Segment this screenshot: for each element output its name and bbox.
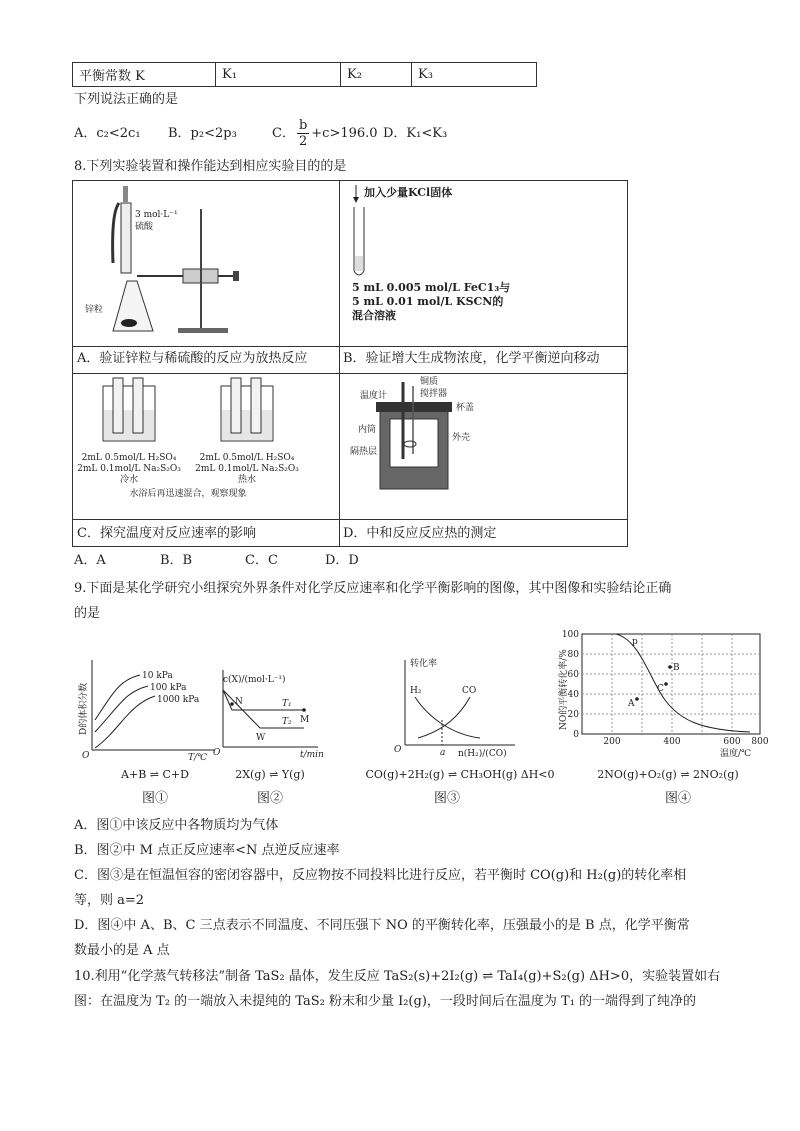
cold-water-label: 冷水 bbox=[119, 475, 139, 485]
y-tick: 80 bbox=[567, 650, 579, 660]
q8-option-b: B．B bbox=[160, 553, 193, 568]
q7-prompt: 下列说法正确的是 bbox=[74, 92, 179, 107]
add-kcl-label: 加入少量KCl固体 bbox=[364, 186, 453, 199]
figure-4 bbox=[557, 630, 769, 806]
h2-curve-label: H₂ bbox=[410, 686, 422, 696]
q9-option-d-cont: 数最小的是 A 点 bbox=[74, 943, 170, 958]
fig2-caption: 图② bbox=[256, 791, 284, 806]
x-tick: 600 bbox=[723, 737, 741, 747]
fig4-equation: 2NO(g)+O₂(g) ⇌ 2NO₂(g) bbox=[597, 768, 739, 781]
figure-1 bbox=[77, 660, 215, 806]
fig3-x-label: n(H₂)/(CO) bbox=[458, 749, 507, 759]
y-tick: 20 bbox=[567, 710, 579, 720]
solution-line-2: 5 mL 0.01 mol/L KSCN的 bbox=[352, 295, 504, 308]
point-p: p bbox=[632, 637, 638, 647]
q8-stem: 8.下列实验装置和操作能达到相应实验目的的是 bbox=[74, 159, 347, 174]
fig1-origin: O bbox=[82, 751, 90, 761]
q8-experiment-grid bbox=[72, 180, 628, 547]
x-tick: 400 bbox=[663, 737, 681, 747]
co-curve-label: CO bbox=[462, 686, 477, 696]
curve-label-10kpa: 10 kPa bbox=[142, 671, 173, 681]
q7-option-a: A．c₂<2c₁ bbox=[74, 126, 141, 141]
curve-label-100kpa: 100 kPa bbox=[150, 683, 187, 693]
reagent-1-hot: 2mL 0.5mol/L H₂SO₄ bbox=[199, 453, 295, 463]
point-m: M bbox=[300, 715, 310, 725]
q9-option-d: D．图④中 A、B、C 三点表示不同温度、不同压强下 NO 的平衡转化率，压强最小的是 B 点，化学平衡常 bbox=[74, 918, 690, 933]
q9-option-c-cont: 等，则 a=2 bbox=[74, 893, 145, 908]
fig4-caption: 图④ bbox=[664, 791, 692, 806]
q9-option-c: C．图③是在恒温恒容的密闭容器中，反应物按不同投料比进行反应，若平衡时 CO(g)和 H₂(g)的转化率相 bbox=[74, 868, 687, 883]
cell-d-label: D．中和反应反应热的测定 bbox=[343, 526, 497, 541]
table-cell: K₃ bbox=[412, 63, 537, 87]
equilibrium-constant-table bbox=[72, 62, 537, 87]
zinc-label: 锌粒 bbox=[85, 305, 104, 315]
fig3-equation: CO(g)+2H₂(g) ⇌ CH₃OH(g) ΔH<0 bbox=[365, 768, 555, 781]
fig2-y-label: c(X)/(mol·L⁻¹) bbox=[223, 675, 286, 685]
q10-line-2: 图：在温度为 T₂ 的一端放入未提纯的 TaS₂ 粉末和少量 I₂(g)，一段时间后在温度为 T₁ 的一端得到了纯净的 bbox=[74, 994, 697, 1009]
lid-label: 杯盖 bbox=[456, 403, 475, 413]
reagent-2-cold: 2mL 0.1mol/L Na₂S₂O₃ bbox=[77, 464, 181, 474]
q8-option-a: A．A bbox=[74, 553, 106, 568]
q10-line-1: 10.利用“化学蒸气转移法”制备 TaS₂ 晶体，发生反应 TaS₂(s)+2I₂(g) ⇌ TaI₄(g)+S₂(g) ΔH>0，实验装置如右 bbox=[74, 969, 721, 984]
point-n: N bbox=[235, 697, 243, 707]
t1-label: T₁ bbox=[282, 699, 292, 709]
figure-3 bbox=[365, 657, 554, 806]
fraction-denominator: 2 bbox=[298, 134, 308, 149]
fig1-x-label: T/℃ bbox=[188, 753, 208, 763]
outer-shell-label: 外壳 bbox=[452, 433, 471, 443]
q9-stem-line-1: 9.下面是某化学研究小组探究外界条件对化学反应速率和化学平衡影响的图像，其中图像和实验结论正确 bbox=[74, 581, 672, 596]
inner-cup-label: 内筒 bbox=[358, 425, 377, 435]
q9-option-b: B．图②中 M 点正反应速率<N 点逆反应速率 bbox=[74, 843, 340, 858]
stirrer-label-1: 铜质 bbox=[420, 377, 439, 387]
table-row bbox=[73, 63, 537, 87]
fig4-y-label: NO的平衡转化率/% bbox=[559, 649, 569, 730]
stirrer-label-2: 搅拌器 bbox=[420, 389, 448, 399]
cell-b-label: B．验证增大生成物浓度，化学平衡逆向移动 bbox=[343, 351, 600, 366]
figure-2 bbox=[213, 670, 324, 806]
y-tick: 60 bbox=[567, 670, 579, 680]
calorimeter-illustration bbox=[340, 374, 629, 519]
curve-label-1000kpa: 1000 kPa bbox=[157, 695, 200, 705]
fig1-y-label: D的体积分数 bbox=[79, 682, 89, 735]
solution-line-1: 5 mL 0.005 mol/L FeC1₃与 bbox=[352, 281, 511, 294]
y-tick: 0 bbox=[573, 730, 579, 740]
q8-option-c: C．C bbox=[245, 553, 278, 568]
cell-c-label: C．探究温度对反应速率的影响 bbox=[77, 526, 256, 541]
y-tick: 40 bbox=[567, 690, 579, 700]
fig3-y-label: 转化率 bbox=[410, 659, 438, 669]
reagent-2-hot: 2mL 0.1mol/L Na₂S₂O₃ bbox=[195, 464, 299, 474]
x-tick: 200 bbox=[603, 737, 621, 747]
insulation-label: 隔热层 bbox=[350, 447, 378, 457]
x-tick: 800 bbox=[751, 737, 769, 747]
fraction bbox=[297, 118, 309, 149]
procedure-note: 水浴后再迅速混合，观察现象 bbox=[129, 489, 247, 499]
table-cell: K₂ bbox=[341, 63, 412, 87]
cell-a-label: A．验证锌粒与稀硫酸的反应为放热反应 bbox=[77, 351, 308, 366]
acid-name-label: 硫酸 bbox=[135, 222, 154, 232]
fig3-caption: 图③ bbox=[433, 791, 461, 806]
fig4-x-label: 温度/℃ bbox=[720, 749, 752, 759]
fraction-numerator: b bbox=[298, 118, 308, 133]
q7-option-d: D．K₁<K₃ bbox=[383, 126, 448, 141]
solution-line-3: 混合溶液 bbox=[352, 309, 396, 322]
fig1-equation: A+B ⇌ C+D bbox=[121, 768, 189, 781]
q9-option-a: A．图①中该反应中各物质均为气体 bbox=[74, 818, 279, 833]
q7-option-c bbox=[272, 112, 378, 156]
point-w: W bbox=[256, 733, 266, 743]
q9-stem-line-2: 的是 bbox=[74, 606, 101, 621]
t2-label: T₂ bbox=[282, 717, 292, 727]
table-cell: 平衡常数 K bbox=[73, 63, 216, 87]
reagent-1-cold: 2mL 0.5mol/L H₂SO₄ bbox=[81, 453, 177, 463]
y-tick: 100 bbox=[561, 630, 579, 640]
hot-water-label: 热水 bbox=[237, 475, 257, 485]
table-cell: K₁ bbox=[216, 63, 341, 87]
point-b: B bbox=[673, 663, 680, 673]
fig2-equation: 2X(g) ⇌ Y(g) bbox=[235, 768, 305, 781]
acid-concentration-label: 3 mol·L⁻¹ bbox=[135, 210, 178, 220]
apparatus-a-illustration bbox=[73, 181, 339, 346]
fig1-caption: 图① bbox=[141, 791, 169, 806]
a-label: a bbox=[440, 748, 446, 758]
point-a: A bbox=[628, 699, 635, 709]
thermometer-label: 温度计 bbox=[360, 391, 388, 401]
fig2-x-label: t/min bbox=[300, 750, 324, 760]
fig2-origin: O bbox=[213, 748, 221, 758]
apparatus-c-illustration bbox=[73, 374, 339, 519]
apparatus-b-illustration bbox=[340, 181, 629, 346]
option-c-suffix: +c>196.0 bbox=[311, 126, 378, 141]
q9-figures bbox=[60, 620, 769, 810]
q8-option-d: D．D bbox=[325, 553, 359, 568]
point-c: C bbox=[657, 684, 664, 694]
fig3-origin: O bbox=[394, 745, 402, 755]
option-c-prefix: C． bbox=[272, 126, 295, 141]
q7-option-b: B．p₂<2p₃ bbox=[168, 126, 237, 141]
